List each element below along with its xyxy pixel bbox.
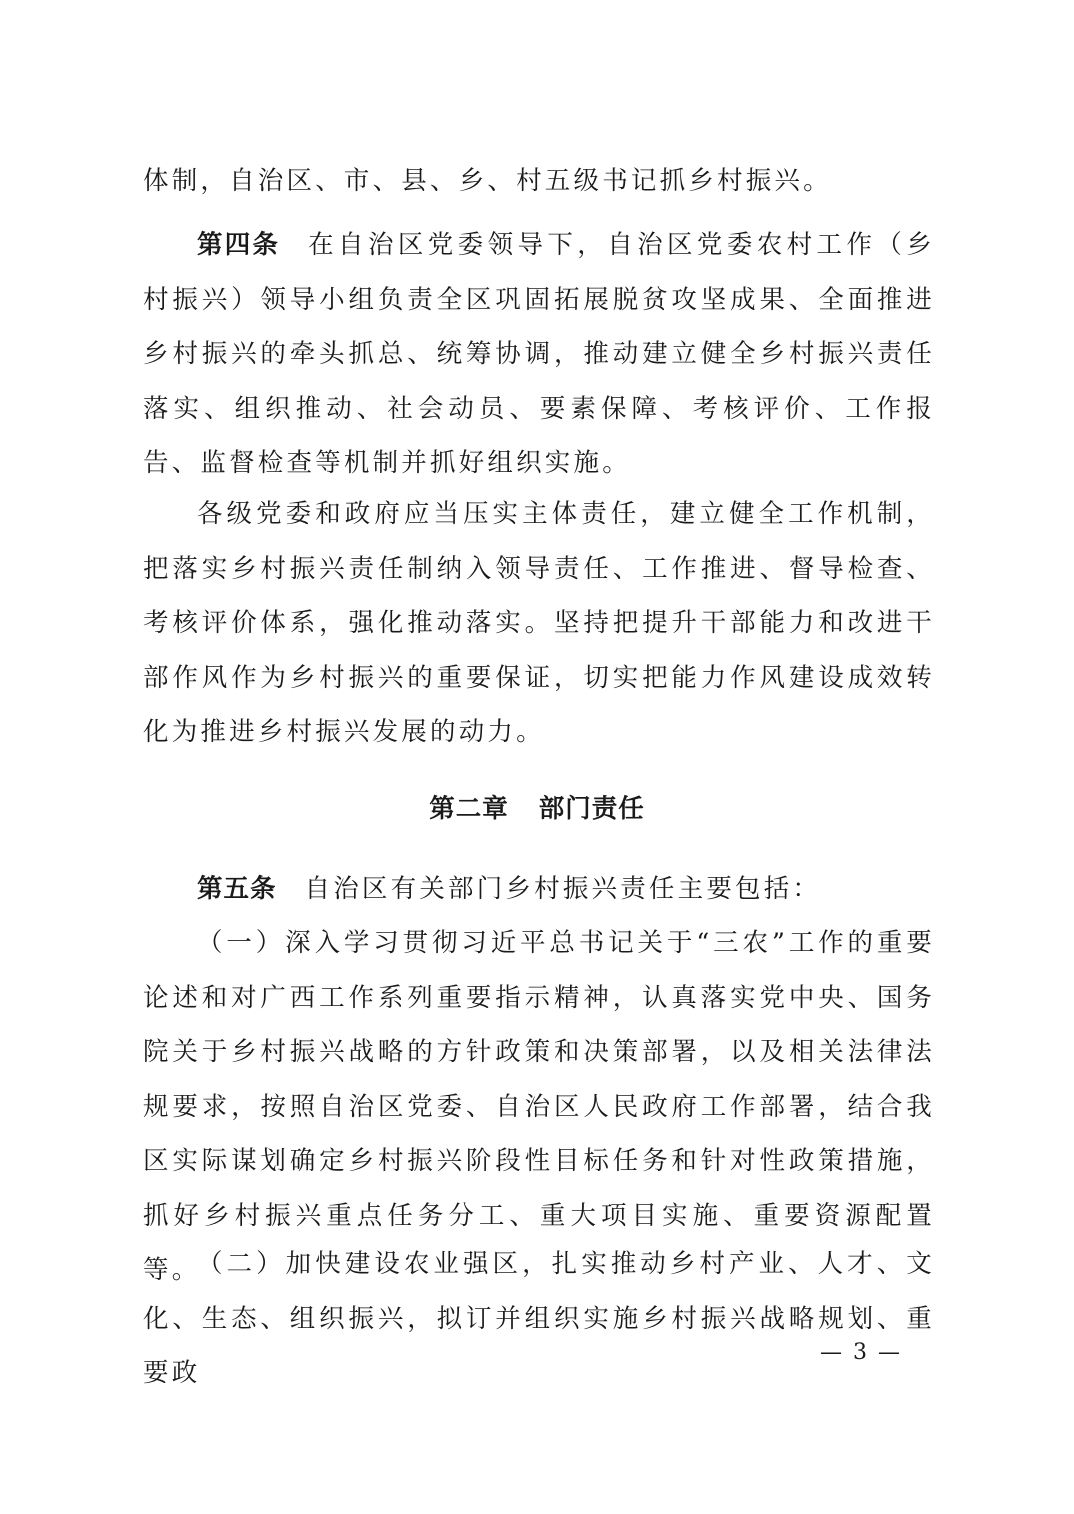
article-4-paragraph <box>143 218 935 491</box>
page-number: — 3 — <box>820 1340 902 1365</box>
paragraph-text: 各级党委和政府应当压实主体责任，建立健全工作机制，把落实乡村振兴责任制纳入领导责任、工作推进、督导检查、考核评价体系，强化推动落实。坚持把提升干部能力和改进干部作风作为乡村振兴的重要保证，切实把能力作风建设成效转化为推进乡村振兴发展的动力。 <box>143 499 935 747</box>
article-4-label: 第四条 <box>197 230 281 260</box>
paragraph-text: 体制，自治区、市、县、乡、村五级书记抓乡村振兴。 <box>143 166 832 196</box>
chapter-heading <box>0 784 1074 834</box>
paragraph-continuation <box>143 154 935 209</box>
item-2-paragraph <box>143 1237 935 1401</box>
article-5-text: 自治区有关部门乡村振兴责任主要包括： <box>304 874 822 904</box>
chapter-number: 第二章 <box>429 794 509 824</box>
article-5-paragraph <box>143 862 935 917</box>
paragraph-text: （二）加快建设农业强区，扎实推动乡村产业、人才、文化、生态、组织振兴，拟订并组织实施乡村振兴战略规划、重要政 <box>143 1249 935 1388</box>
paragraph-text: （一）深入学习贯彻习近平总书记关于“三农”工作的重要论述和对广西工作系列重要指示精神，认真落实党中央、国务院关于乡村振兴战略的方针政策和决策部署，以及相关法律法规要求，按照自治区党委、自治区人民政府工作部署，结合我区实际谋划确定乡村振兴阶段性目标任务和针对性政策措施，抓好乡村振兴重点任务分工、重大项目实施、重要资源配置等。 <box>143 928 935 1285</box>
article-4-second-paragraph <box>143 487 935 760</box>
chapter-title: 部门责任 <box>538 794 645 824</box>
article-4-text: 在自治区党委领导下，自治区党委农村工作（乡村振兴）领导小组负责全区巩固拓展脱贫攻坚成果、全面推进乡村振兴的牵头抓总、统筹协调，推动建立健全乡村振兴责任落实、组织推动、社会动员、要素保障、考核评价、工作报告、监督检查等机制并抓好组织实施。 <box>143 230 935 478</box>
article-5-label: 第五条 <box>197 874 277 904</box>
